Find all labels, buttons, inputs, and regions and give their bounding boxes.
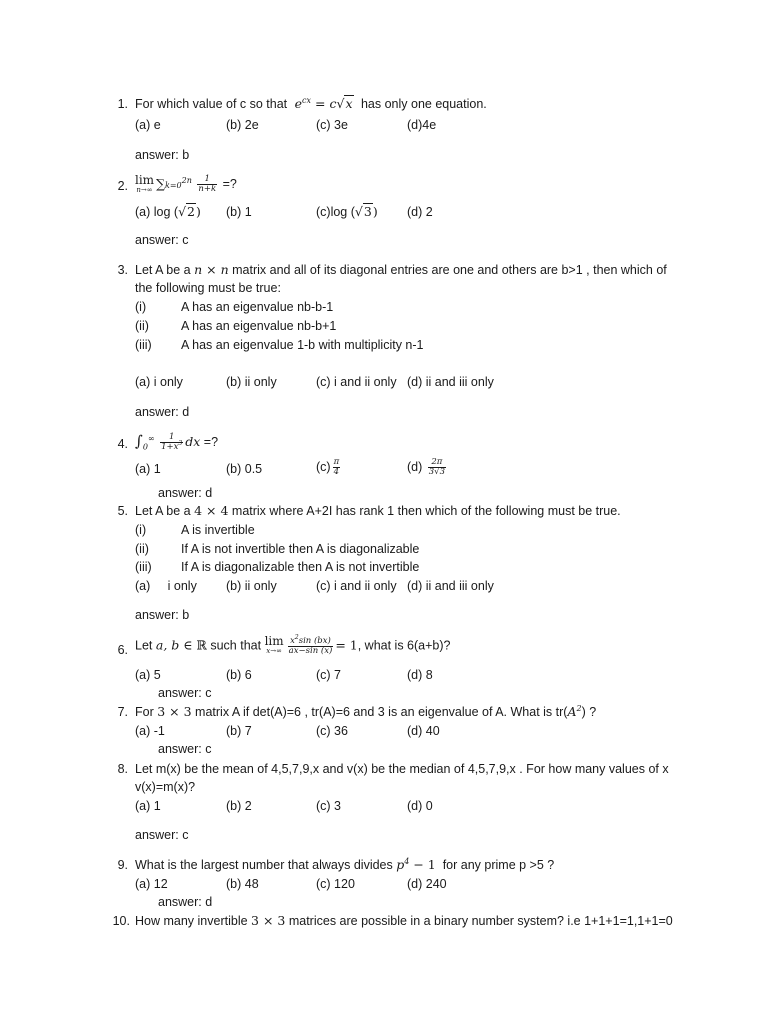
question-5-number: 5.	[117, 504, 128, 518]
q9-p4-minus-1: $p^4 - 1$	[396, 856, 436, 872]
question-1-text: For which value of c so that $e^{cx} = c√x$ has only one equation.	[135, 95, 487, 111]
question-1-number: 1.	[117, 97, 128, 111]
q3-sub-i-text: A has an eigenvalue nb-b-1	[181, 300, 334, 314]
q4-option-d: (d) $\frac{2\pi}{3√3}$	[407, 457, 445, 478]
q3-sub-iii-label: (iii)	[135, 338, 152, 352]
q7-a-squared: $A^2$	[567, 703, 582, 719]
q5-answer: answer: b	[135, 608, 190, 622]
q3-sub-ii-text: A has an eigenvalue nb-b+1	[181, 319, 337, 333]
q6-option-c: (c) 7	[316, 668, 341, 682]
q1-answer: answer: b	[135, 148, 190, 162]
q5-4x4: 4 × 4	[194, 503, 229, 518]
q6-answer: answer: c	[158, 686, 212, 700]
q4-fraction: $\frac{1}{1+x^3}$	[161, 432, 183, 453]
question-3-line2: the following must be true:	[135, 281, 281, 295]
q7-option-d: (d) 40	[407, 724, 440, 738]
question-10-number: 10.	[112, 914, 130, 928]
q8-option-a: (a) 1	[135, 799, 161, 813]
question-9-number: 9.	[117, 858, 128, 872]
question-6-number: 6.	[117, 643, 128, 657]
q7-option-b: (b) 7	[226, 724, 252, 738]
q2-option-c: (c)log (√3)	[316, 204, 378, 219]
q7-answer: answer: c	[158, 742, 212, 756]
q9-option-b: (b) 48	[226, 877, 259, 891]
q8-option-c: (c) 3	[316, 799, 341, 813]
q5-sub-iii-label: (iii)	[135, 560, 152, 574]
q3-sub-ii-label: (ii)	[135, 319, 149, 333]
question-9-text: What is the largest number that always divides $p^4 - 1$ for any prime p >5 ?	[135, 856, 555, 872]
q5-option-b: (b) ii only	[226, 579, 277, 593]
q5-sub-ii-text: If A is not invertible then A is diagonalizable	[181, 542, 420, 556]
q2-answer: answer: c	[135, 233, 189, 247]
q1-option-b: (b) 2e	[226, 118, 259, 132]
q8-answer: answer: c	[135, 828, 189, 842]
question-5-text: Let A be a 4 × 4 matrix where A+2I has rank 1 then which of the following must be true.	[135, 503, 621, 518]
q3-sub-i-label: (i)	[135, 300, 147, 314]
q10-3x3: 3 × 3	[251, 913, 286, 928]
q1-option-d: (d)4e	[407, 118, 437, 132]
q3-option-a: (a) i only	[135, 375, 183, 389]
question-7-number: 7.	[117, 705, 128, 719]
q9-option-d: (d) 240	[407, 877, 447, 891]
question-8-line2: v(x)=m(x)?	[135, 780, 196, 794]
question-7-text: For 3 × 3 matrix A if det(A)=6 , tr(A)=6 and 3 is an eigenvalue of A. What is $tr(A^2)$ ?	[135, 703, 597, 719]
q1-option-a: (a) e	[135, 118, 161, 132]
question-8-line1: Let m(x) be the mean of 4,5,7,9,x and v(x) be the median of 4,5,7,9,x . For how many values of x	[135, 762, 669, 776]
question-4-text: $\int_0^\infty$ $\frac{1}{1+x^3}$ dx =?	[135, 432, 219, 453]
q7-option-a: (a) -1	[135, 724, 165, 738]
q5-sub-i-label: (i)	[135, 523, 147, 537]
q5-sub-i-text: A is invertible	[181, 523, 255, 537]
q9-option-c: (c) 120	[316, 877, 355, 891]
question-4-number: 4.	[117, 437, 128, 451]
question-2-number: 2.	[117, 179, 128, 193]
q6-ab-in-R: a, b ∈ ℝ	[155, 637, 207, 653]
q4-option-b: (b) 0.5	[226, 462, 263, 476]
q3-option-d: (d) ii and iii only	[407, 375, 494, 389]
question-8-number: 8.	[117, 762, 128, 776]
q5-option-c: (c) i and ii only	[316, 579, 397, 593]
q4-answer: answer: d	[158, 486, 213, 500]
q4-option-a: (a) 1	[135, 462, 161, 476]
q5-sub-iii-text: If A is diagonalizable then A is not invertible	[181, 560, 420, 574]
q2-option-d: (d) 2	[407, 205, 433, 219]
q7-3x3: 3 × 3	[157, 704, 192, 719]
q6-limit: lim x→∞	[264, 634, 284, 655]
q6-option-b: (b) 6	[226, 668, 252, 682]
q7-option-c: (c) 36	[316, 724, 348, 738]
q6-fraction: $\frac{x^2\sin (bx)}{ax-\sin (x)}$	[288, 633, 333, 656]
q8-option-b: (b) 2	[226, 799, 252, 813]
q2-option-a: (a) log (√2)	[135, 204, 201, 219]
question-3-number: 3.	[117, 263, 128, 277]
q9-option-a: (a) 12	[135, 877, 168, 891]
q1-option-c: (c) 3e	[316, 118, 348, 132]
q1-equation: $e^{cx} = c√x$	[290, 95, 353, 111]
q3-nxn: n × n	[194, 262, 229, 277]
q8-option-d: (d) 0	[407, 799, 433, 813]
q6-option-a: (a) 5	[135, 668, 161, 682]
question-2-text: lim n→∞ $\sum k=0^{2n}$ $\frac{1}{n+k}$ =?	[135, 172, 237, 195]
question-3-line1: Let A be a n × n matrix and all of its diagonal entries are one and others are b>1 , then which of	[135, 262, 667, 277]
q2-fraction: $\frac{1}{n+k}$	[198, 174, 217, 195]
q3-sub-iii-text: A has an eigenvalue 1-b with multiplicity n-1	[181, 338, 424, 352]
q3-option-b: (b) ii only	[226, 375, 277, 389]
q3-answer: answer: d	[135, 405, 190, 419]
question-6-text: Let a, b ∈ ℝ such that lim x→∞ $\frac{x^2\sin (bx)}{ax-\sin (x)}$ = 1, what is 6(a+b)?	[135, 633, 451, 656]
question-10-text: How many invertible 3 × 3 matrices are possible in a binary number system? i.e 1+1+1=1,1+1=0	[135, 913, 673, 928]
q6-option-d: (d) 8	[407, 668, 433, 682]
q5-option-d: (d) ii and iii only	[407, 579, 494, 593]
q3-option-c: (c) i and ii only	[316, 375, 397, 389]
q4-option-c: (c) $\frac{\pi}{4}$	[316, 457, 340, 478]
q2-option-b: (b) 1	[226, 205, 252, 219]
q2-limit: lim n→∞	[135, 172, 155, 194]
q5-option-a: (a) i only	[135, 579, 197, 593]
q5-sub-ii-label: (ii)	[135, 542, 149, 556]
q9-answer: answer: d	[158, 895, 213, 909]
